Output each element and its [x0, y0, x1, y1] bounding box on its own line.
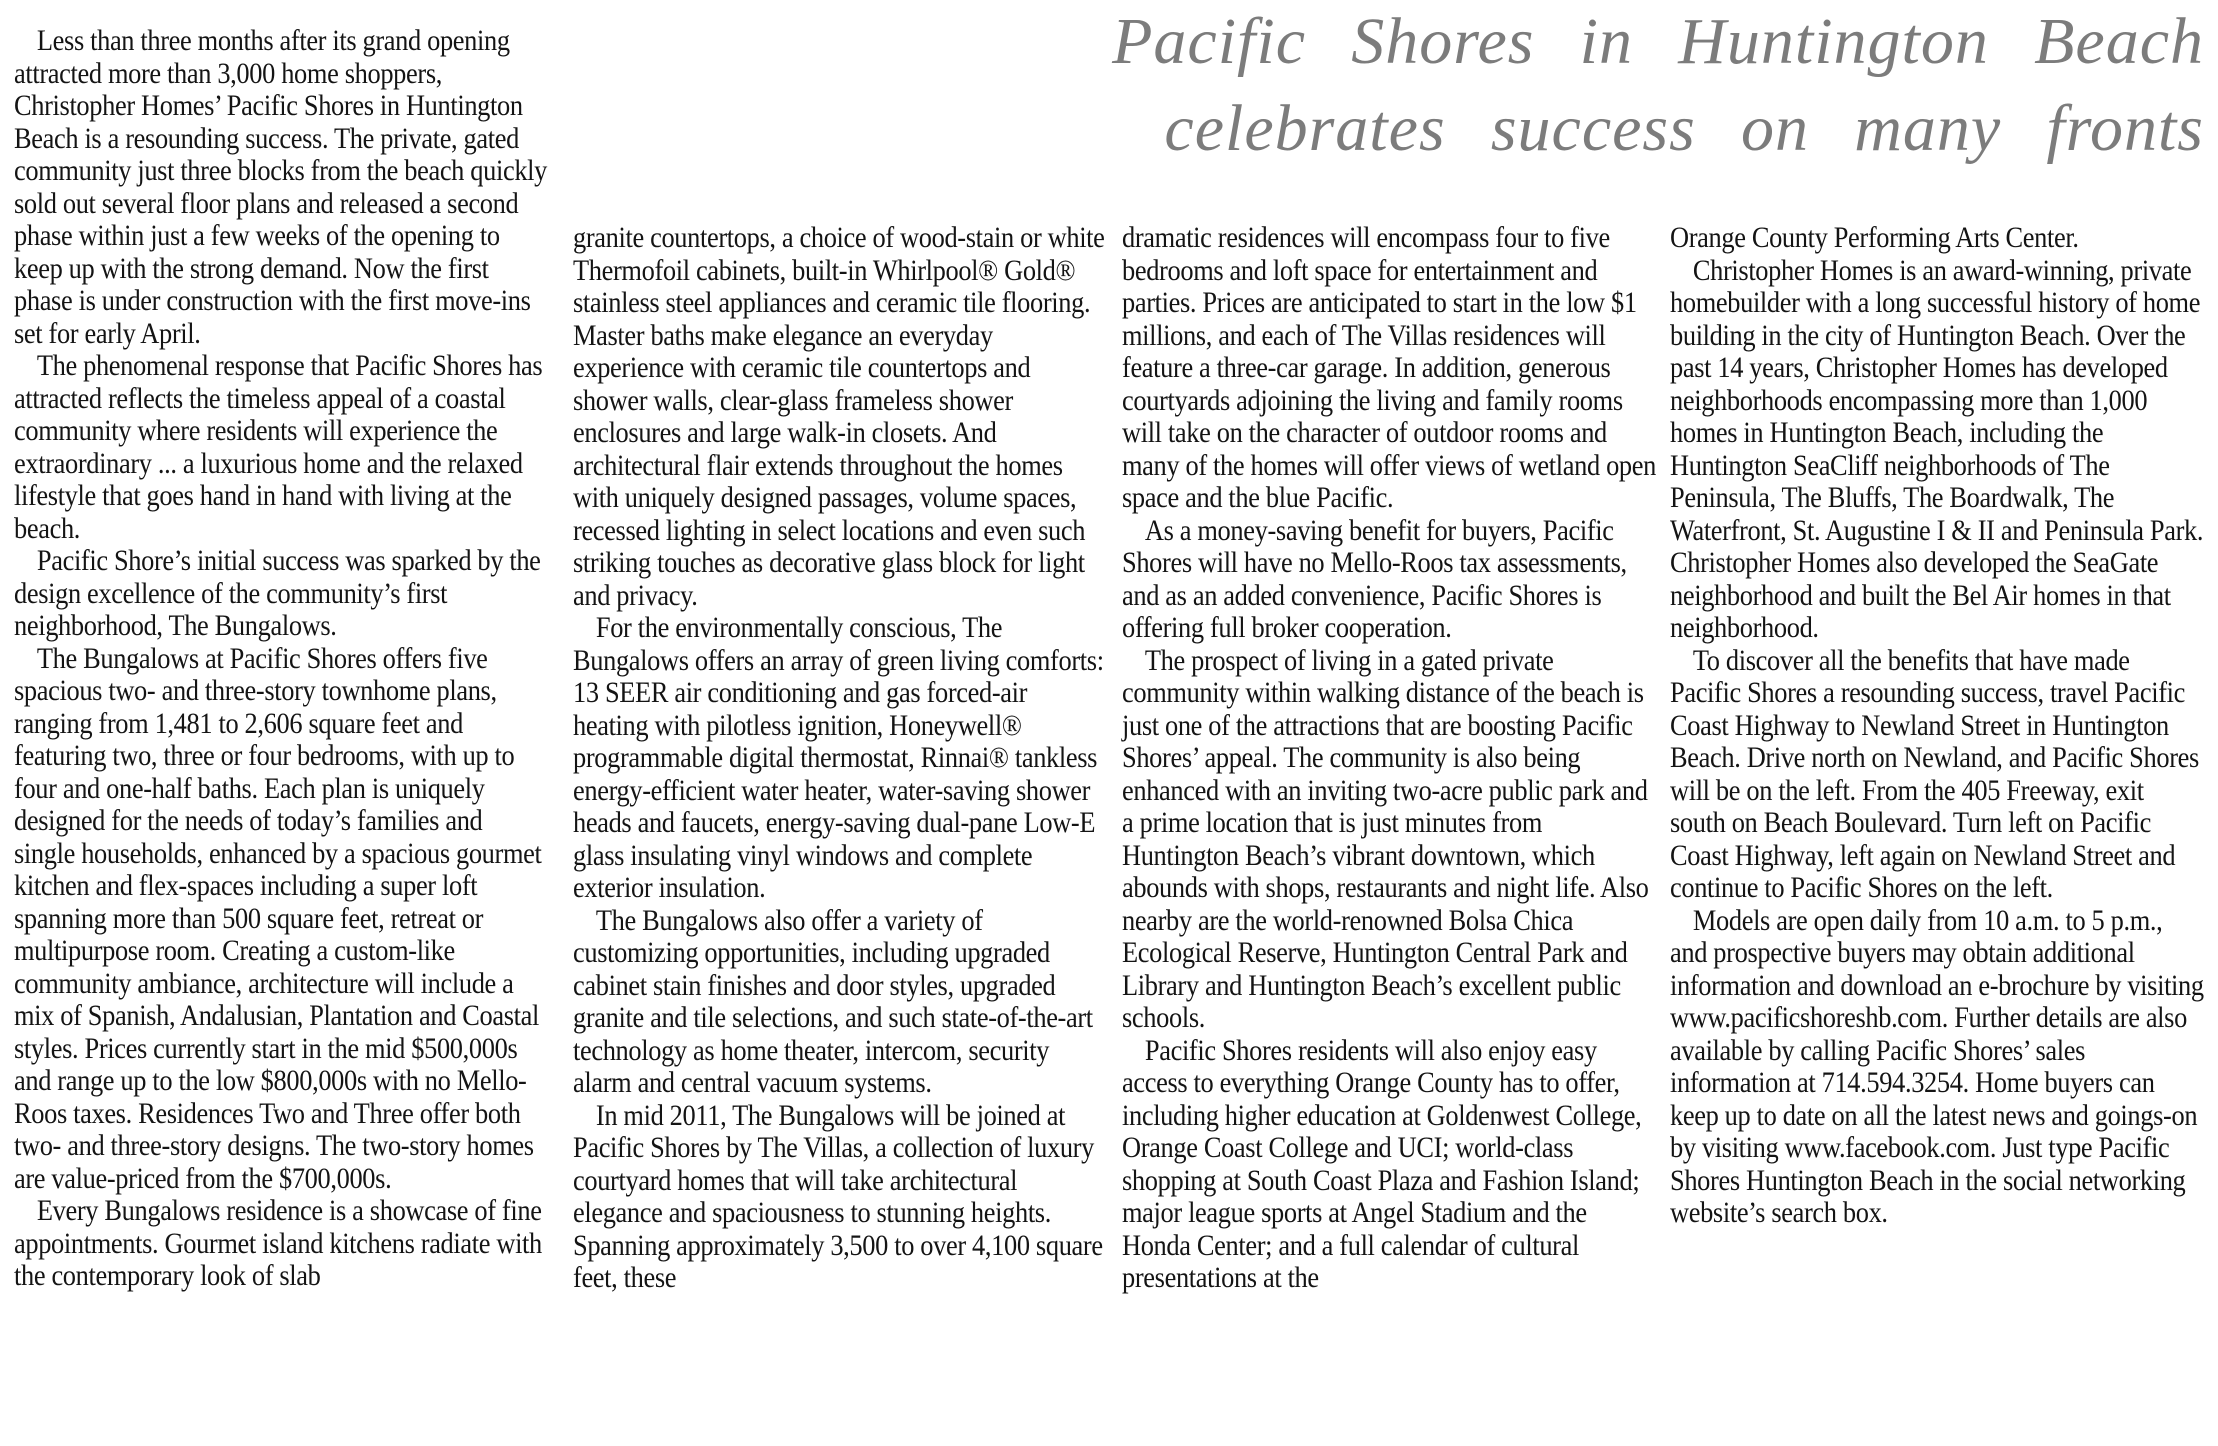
paragraph: Christopher Homes is an award-winning, private homebuilder with a long successful history of home building in the city of Huntington Beach. Over the past 14 years, Christopher Homes has developed neighborhoods encompassing more than 1,000 homes in Huntington Beach, including the Huntington SeaCliff neighborhoods of The Peninsula, The Bluffs, The Boardwalk, The Waterfront, St. Augustine I & II and Peninsula Park. Christopher Homes also developed the SeaGate neighborhood and built the Bel Air homes in that neighborhood. — [1670, 253, 2204, 644]
headline-line-1: Pacific Shores in Huntington Beach — [1112, 5, 2204, 78]
paragraph: The prospect of living in a gated private community within walking distance of the beach is just one of the attractions that are boosting Pacific Shores’ appeal. The community is also being enhanced with an inviting two-acre public park and a prime location that is just minutes from Huntington Beach’s vibrant downtown, which abounds with shops, restaurants and night life. Also nearby are the world-renowned Bolsa Chica Ecological Reserve, Huntington Central Park and Library and Huntington Beach’s excellent public schools. — [1122, 643, 1649, 1034]
paragraph: Pacific Shores residents will also enjoy easy access to everything Orange County has to offer, including higher education at Goldenwest College, Orange Coast College and UCI; world-class shopping at South Coast Plaza and Fashion Island; major league sports at Angel Stadium and the Honda Center; and a full calendar of cultural presentations at the — [1122, 1033, 1642, 1294]
paragraph: The phenomenal response that Pacific Shores has attracted reflects the timeless appeal of a coastal community where residents will experience the extraordinary ... a luxurious home and the relaxed lifestyle that goes hand in hand with living at the beach. — [14, 349, 543, 545]
paragraph: Models are open daily from 10 a.m. to 5 p.m., and prospective buyers may obtain additional information and download an e-brochure by visiting www.pacificshoreshb.com. Further details are also available by calling Pacific Shores’ sales information at 714.594.3254. Home buyers can keep up to date on all the latest news and goings-on by visiting www.facebook.com. Just type Pacific Shores Huntington Beach in the social networking website’s search box. — [1670, 903, 2204, 1229]
paragraph: As a money-saving benefit for buyers, Pacific Shores will have no Mello-Roos tax assessments, and as an added convenience, Pacific Shores is offering full broker cooperation. — [1122, 513, 1627, 644]
headline-line-2: celebrates success on many fronts — [1164, 92, 2204, 165]
paragraph: In mid 2011, The Bungalows will be joined at Pacific Shores by The Villas, a collection of luxury courtyard homes that will take architectural elegance and spaciousness to stunning heights. Spanning approximately 3,500 to over 4,100 square feet, these — [573, 1098, 1103, 1294]
text-column-1 — [14, 25, 549, 1293]
paragraph: To discover all the benefits that have made Pacific Shores a resounding success, travel Pacific Coast Highway to Newland Street in Huntington Beach. Drive north on Newland, and Pacific Shores will be on the left. From the 405 Freeway, exit south on Beach Boulevard. Turn left on Pacific Coast Highway, left again on Newland Street and continue to Pacific Shores on the left. — [1670, 643, 2199, 904]
paragraph: For the environmentally conscious, The Bungalows offers an array of green living comforts: 13 SEER air conditioning and gas forced-air heating with pilotless ignition, Honeywell® programmable digital thermostat, Rinnai® tankless energy-efficient water heater, water-saving shower heads and faucets, energy-saving dual-pane Low-E glass insulating vinyl windows and complete exterior insulation. — [573, 611, 1104, 904]
paragraph: Less than three months after its grand opening attracted more than 3,000 home shoppers, Christopher Homes’ Pacific Shores in Huntington Beach is a resounding success. The private, gated community just three blocks from the beach quickly sold out several floor plans and released a second phase within just a few weeks of the opening to keep up with the strong demand. Now the first phase is under construction with the first move-ins set for early April. — [14, 24, 548, 350]
article-headline — [1009, 0, 2204, 172]
paragraph: The Bungalows at Pacific Shores offers five spacious two- and three-story townhome plans, ranging from 1,481 to 2,606 square feet and featuring two, three or four bedrooms, with up to four and one-half baths. Each plan is uniquely designed for the needs of today’s families and single households, enhanced by a spacious gourmet kitchen and flex-spaces including a super loft spanning more than 500 square feet, retreat or multipurpose room. Creating a custom-like community ambiance, architecture will include a mix of Spanish, Andalusian, Plantation and Coastal styles. Prices currently start in the mid $500,000s and range up to the low $800,000s with no Mello-Roos taxes. Residences Two and Three offer both two- and three-story designs. The two-story homes are value-priced from the $700,000s. — [14, 641, 542, 1195]
paragraph: Pacific Shore’s initial success was sparked by the design excellence of the community’s first neighborhood, The Bungalows. — [14, 544, 541, 642]
paragraph: granite countertops, a choice of wood-stain or white Thermofoil cabinets, built-in Whirlpool® Gold® stainless steel appliances and ceramic tile flooring. Master baths make elegance an everyday experience with ceramic tile countertops and shower walls, clear-glass frameless shower enclosures and large walk-in closets. And architectural flair extends throughout the homes with uniquely designed passages, volume spaces, recessed lighting in select locations and even such striking touches as decorative glass block for light and privacy. — [573, 221, 1105, 612]
text-column-3 — [1122, 222, 1657, 1295]
text-column-4 — [1670, 222, 2205, 1230]
paragraph: The Bungalows also offer a variety of customizing opportunities, including upgraded cabinet stain finishes and door styles, upgraded granite and tile selections, and such state-of-the-art technology as home theater, intercom, security alarm and central vacuum systems. — [573, 903, 1093, 1099]
text-column-2 — [573, 222, 1108, 1295]
paragraph: Orange County Performing Arts Center. — [1670, 221, 2079, 254]
paragraph: Every Bungalows residence is a showcase of fine appointments. Gourmet island kitchens radiate with the contemporary look of slab — [14, 1194, 542, 1292]
paragraph: dramatic residences will encompass four to five bedrooms and loft space for entertainment and parties. Prices are anticipated to start in the low $1 millions, and each of The Villas residences will feature a three-car garage. In addition, generous courtyards adjoining the living and family rooms will take on the character of outdoor rooms and many of the homes will offer views of wetland open space and the blue Pacific. — [1122, 221, 1656, 514]
